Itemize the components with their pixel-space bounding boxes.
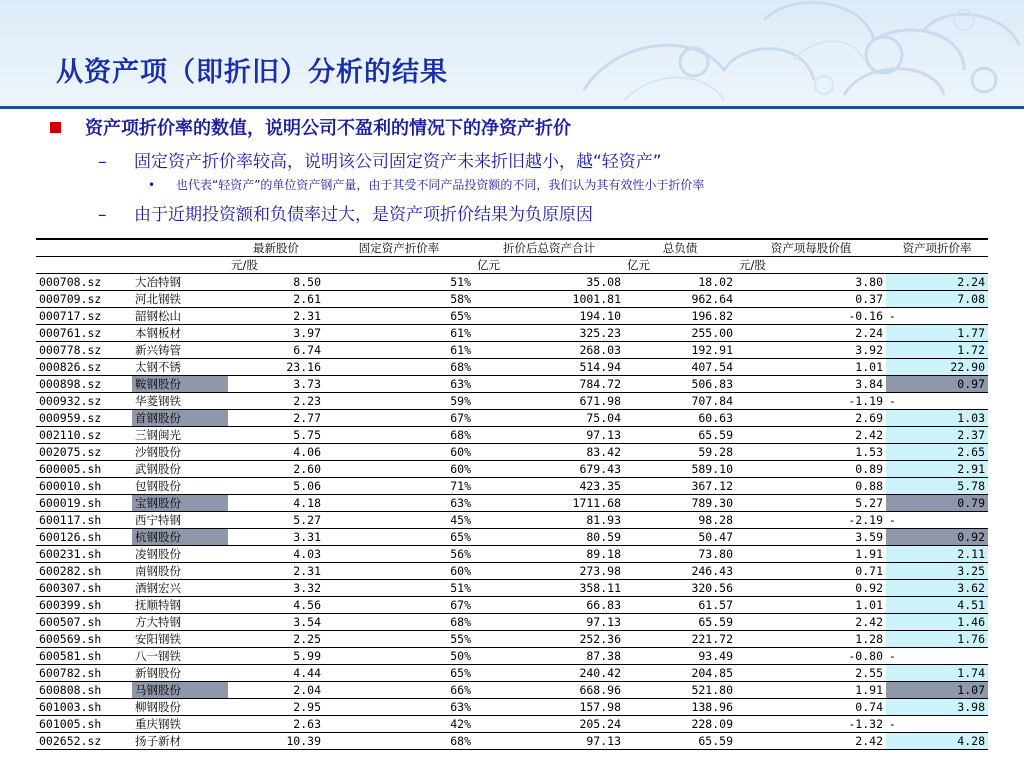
- fixed-asset-rate-cell: 68%: [324, 359, 474, 376]
- table-row: [36, 444, 988, 461]
- per-share-value-cell: -0.80: [736, 648, 886, 665]
- slide-header: [0, 0, 1024, 106]
- unit-empty: [886, 257, 988, 274]
- per-share-value-cell: 2.69: [736, 410, 886, 427]
- per-share-value-cell: 3.59: [736, 529, 886, 546]
- price-cell: 4.44: [228, 665, 324, 682]
- price-cell: 5.27: [228, 512, 324, 529]
- per-share-value-cell: -0.16: [736, 308, 886, 325]
- per-share-value-cell: 0.71: [736, 563, 886, 580]
- stock-name-cell: 华菱钢铁: [132, 393, 228, 410]
- total-debt-cell: 707.84: [624, 393, 736, 410]
- stock-code-cell: 000717.sz: [36, 308, 132, 325]
- stock-name-cell: 太钢不锈: [132, 359, 228, 376]
- asset-discount-rate-cell: 3.25: [886, 563, 988, 580]
- total-debt-cell: 60.63: [624, 410, 736, 427]
- asset-discount-rate-cell: 2.37: [886, 427, 988, 444]
- bullet-sub-2: [98, 200, 593, 225]
- fixed-asset-rate-cell: 63%: [324, 699, 474, 716]
- stock-code-cell: 600005.sh: [36, 461, 132, 478]
- per-share-value-cell: 0.89: [736, 461, 886, 478]
- table-row: [36, 393, 988, 410]
- fixed-asset-rate-cell: 68%: [324, 427, 474, 444]
- total-debt-cell: 506.83: [624, 376, 736, 393]
- bullet-sub-2-text: 由于近期投资额和负债率过大，是资产项折价结果为负原原因: [134, 205, 593, 225]
- per-share-value-cell: -1.19: [736, 393, 886, 410]
- table-row: [36, 461, 988, 478]
- price-cell: 2.95: [228, 699, 324, 716]
- stock-code-cell: 600010.sh: [36, 478, 132, 495]
- fixed-asset-rate-cell: 55%: [324, 631, 474, 648]
- table-row: [36, 291, 988, 308]
- unit-price: 元/股: [228, 257, 324, 274]
- total-assets-cell: 423.35: [474, 478, 624, 495]
- asset-discount-rate-cell: 5.78: [886, 478, 988, 495]
- total-debt-cell: 65.59: [624, 614, 736, 631]
- per-share-value-cell: 1.01: [736, 597, 886, 614]
- stock-code-cell: 000932.sz: [36, 393, 132, 410]
- valuation-table: [36, 238, 988, 750]
- page-title: 从资产项（即折旧）分析的结果: [56, 57, 448, 88]
- table-row: [36, 274, 988, 291]
- total-assets-cell: 671.98: [474, 393, 624, 410]
- price-cell: 5.75: [228, 427, 324, 444]
- total-assets-cell: 273.98: [474, 563, 624, 580]
- price-cell: 2.31: [228, 308, 324, 325]
- asset-discount-rate-cell: 2.11: [886, 546, 988, 563]
- total-debt-cell: 521.80: [624, 682, 736, 699]
- table-body: [36, 274, 988, 750]
- per-share-value-cell: -1.32: [736, 716, 886, 733]
- fixed-asset-rate-cell: 60%: [324, 444, 474, 461]
- unit-per-share: 元/股: [736, 257, 886, 274]
- asset-discount-rate-cell: 2.65: [886, 444, 988, 461]
- per-share-value-cell: 1.53: [736, 444, 886, 461]
- asset-discount-rate-cell: 1.74: [886, 665, 988, 682]
- total-assets-cell: 87.38: [474, 648, 624, 665]
- table-row: [36, 716, 988, 733]
- header-price: 最新股价: [228, 239, 324, 257]
- total-assets-cell: 97.13: [474, 733, 624, 750]
- total-debt-cell: 50.47: [624, 529, 736, 546]
- stock-name-cell: 杭钢股份: [132, 529, 228, 546]
- dot-bullet-icon: •: [148, 178, 156, 192]
- total-assets-cell: 97.13: [474, 427, 624, 444]
- total-debt-cell: 192.91: [624, 342, 736, 359]
- stock-code-cell: 601003.sh: [36, 699, 132, 716]
- price-cell: 5.06: [228, 478, 324, 495]
- stock-name-cell: 韶钢松山: [132, 308, 228, 325]
- table-row: [36, 325, 988, 342]
- total-assets-cell: 157.98: [474, 699, 624, 716]
- total-debt-cell: 59.28: [624, 444, 736, 461]
- table-row: [36, 359, 988, 376]
- per-share-value-cell: 2.55: [736, 665, 886, 682]
- total-debt-cell: 73.80: [624, 546, 736, 563]
- total-assets-cell: 358.11: [474, 580, 624, 597]
- stock-code-cell: 000959.sz: [36, 410, 132, 427]
- stock-name-cell: 酒钢宏兴: [132, 580, 228, 597]
- asset-discount-rate-cell: 4.28: [886, 733, 988, 750]
- table-row: [36, 614, 988, 631]
- unit-debt: 亿元: [624, 257, 736, 274]
- header-total-assets: 折价后总资产合计: [474, 239, 624, 257]
- fixed-asset-rate-cell: 61%: [324, 325, 474, 342]
- fixed-asset-rate-cell: 67%: [324, 597, 474, 614]
- header-divider: [0, 106, 1024, 109]
- price-cell: 4.06: [228, 444, 324, 461]
- price-cell: 3.97: [228, 325, 324, 342]
- stock-code-cell: 601005.sh: [36, 716, 132, 733]
- asset-discount-rate-cell: -: [886, 716, 988, 733]
- stock-name-cell: 抚顺特钢: [132, 597, 228, 614]
- price-cell: 4.18: [228, 495, 324, 512]
- square-bullet-icon: [50, 122, 61, 133]
- fixed-asset-rate-cell: 66%: [324, 682, 474, 699]
- bullet-main-text: 资产项折价率的数值，说明公司不盈利的情况下的净资产折价: [85, 118, 571, 139]
- asset-discount-rate-cell: 0.92: [886, 529, 988, 546]
- price-cell: 2.23: [228, 393, 324, 410]
- table-row: [36, 410, 988, 427]
- total-assets-cell: 268.03: [474, 342, 624, 359]
- asset-discount-rate-cell: 4.51: [886, 597, 988, 614]
- total-debt-cell: 228.09: [624, 716, 736, 733]
- per-share-value-cell: 1.91: [736, 546, 886, 563]
- total-debt-cell: 98.28: [624, 512, 736, 529]
- per-share-value-cell: 3.80: [736, 274, 886, 291]
- asset-discount-rate-cell: 1.03: [886, 410, 988, 427]
- stock-name-cell: 大冶特钢: [132, 274, 228, 291]
- table-row: [36, 648, 988, 665]
- total-assets-cell: 194.10: [474, 308, 624, 325]
- price-cell: 2.60: [228, 461, 324, 478]
- table-row: [36, 308, 988, 325]
- stock-name-cell: 本钢板材: [132, 325, 228, 342]
- fixed-asset-rate-cell: 68%: [324, 733, 474, 750]
- fixed-asset-rate-cell: 50%: [324, 648, 474, 665]
- price-cell: 4.03: [228, 546, 324, 563]
- asset-discount-rate-cell: -: [886, 393, 988, 410]
- table-row: [36, 376, 988, 393]
- total-debt-cell: 93.49: [624, 648, 736, 665]
- total-assets-cell: 240.42: [474, 665, 624, 682]
- dash-bullet-icon: –: [98, 152, 107, 172]
- total-assets-cell: 1001.81: [474, 291, 624, 308]
- total-debt-cell: 255.00: [624, 325, 736, 342]
- stock-code-cell: 600569.sh: [36, 631, 132, 648]
- asset-discount-rate-cell: -: [886, 308, 988, 325]
- price-cell: 23.16: [228, 359, 324, 376]
- stock-name-cell: 包钢股份: [132, 478, 228, 495]
- price-cell: 10.39: [228, 733, 324, 750]
- table-row: [36, 427, 988, 444]
- stock-name-cell: 西宁特钢: [132, 512, 228, 529]
- asset-discount-rate-cell: 3.62: [886, 580, 988, 597]
- price-cell: 2.25: [228, 631, 324, 648]
- table-row: [36, 733, 988, 750]
- fixed-asset-rate-cell: 60%: [324, 461, 474, 478]
- stock-name-cell: 新钢股份: [132, 665, 228, 682]
- per-share-value-cell: -2.19: [736, 512, 886, 529]
- table-row: [36, 597, 988, 614]
- fixed-asset-rate-cell: 51%: [324, 274, 474, 291]
- fixed-asset-rate-cell: 65%: [324, 308, 474, 325]
- stock-name-cell: 武钢股份: [132, 461, 228, 478]
- stock-code-cell: 000709.sz: [36, 291, 132, 308]
- stock-name-cell: 扬子新材: [132, 733, 228, 750]
- total-debt-cell: 18.02: [624, 274, 736, 291]
- table-row: [36, 529, 988, 546]
- total-assets-cell: 514.94: [474, 359, 624, 376]
- total-assets-cell: 325.23: [474, 325, 624, 342]
- table-row: [36, 699, 988, 716]
- total-assets-cell: 97.13: [474, 614, 624, 631]
- table-row: [36, 682, 988, 699]
- total-assets-cell: 668.96: [474, 682, 624, 699]
- asset-discount-rate-cell: 1.76: [886, 631, 988, 648]
- bullet-sub-1: [98, 147, 662, 172]
- bullet-sub-1-text: 固定资产折价率较高，说明该公司固定资产未来折旧越小，越“轻资产”: [134, 152, 662, 172]
- fixed-asset-rate-cell: 63%: [324, 376, 474, 393]
- stock-name-cell: 重庆钢铁: [132, 716, 228, 733]
- fixed-asset-rate-cell: 61%: [324, 342, 474, 359]
- total-debt-cell: 138.96: [624, 699, 736, 716]
- table-row: [36, 495, 988, 512]
- unit-empty: [36, 257, 132, 274]
- table-row: [36, 478, 988, 495]
- price-cell: 2.63: [228, 716, 324, 733]
- stock-code-cell: 000898.sz: [36, 376, 132, 393]
- per-share-value-cell: 0.92: [736, 580, 886, 597]
- total-assets-cell: 1711.68: [474, 495, 624, 512]
- per-share-value-cell: 3.92: [736, 342, 886, 359]
- total-debt-cell: 407.54: [624, 359, 736, 376]
- fixed-asset-rate-cell: 68%: [324, 614, 474, 631]
- asset-discount-rate-cell: 2.91: [886, 461, 988, 478]
- stock-code-cell: 600808.sh: [36, 682, 132, 699]
- total-debt-cell: 221.72: [624, 631, 736, 648]
- total-debt-cell: 789.30: [624, 495, 736, 512]
- price-cell: 2.31: [228, 563, 324, 580]
- per-share-value-cell: 2.24: [736, 325, 886, 342]
- stock-name-cell: 南钢股份: [132, 563, 228, 580]
- stock-code-cell: 002075.sz: [36, 444, 132, 461]
- price-cell: 5.99: [228, 648, 324, 665]
- total-assets-cell: 35.08: [474, 274, 624, 291]
- price-cell: 4.56: [228, 597, 324, 614]
- total-assets-cell: 679.43: [474, 461, 624, 478]
- fixed-asset-rate-cell: 58%: [324, 291, 474, 308]
- total-assets-cell: 66.83: [474, 597, 624, 614]
- bullet-main: [50, 114, 571, 140]
- asset-discount-rate-cell: 7.08: [886, 291, 988, 308]
- stock-code-cell: 600581.sh: [36, 648, 132, 665]
- per-share-value-cell: 0.74: [736, 699, 886, 716]
- header-asset-discount-rate: 资产项折价率: [886, 239, 988, 257]
- total-assets-cell: 80.59: [474, 529, 624, 546]
- stock-code-cell: 600019.sh: [36, 495, 132, 512]
- asset-discount-rate-cell: 3.98: [886, 699, 988, 716]
- stock-name-cell: 柳钢股份: [132, 699, 228, 716]
- per-share-value-cell: 2.42: [736, 614, 886, 631]
- table-row: [36, 546, 988, 563]
- per-share-value-cell: 0.37: [736, 291, 886, 308]
- fixed-asset-rate-cell: 71%: [324, 478, 474, 495]
- asset-discount-rate-cell: -: [886, 512, 988, 529]
- stock-name-cell: 三钢闽光: [132, 427, 228, 444]
- total-assets-cell: 205.24: [474, 716, 624, 733]
- stock-code-cell: 600126.sh: [36, 529, 132, 546]
- per-share-value-cell: 1.28: [736, 631, 886, 648]
- total-debt-cell: 65.59: [624, 733, 736, 750]
- total-debt-cell: 589.10: [624, 461, 736, 478]
- asset-discount-rate-cell: 1.46: [886, 614, 988, 631]
- fixed-asset-rate-cell: 51%: [324, 580, 474, 597]
- fixed-asset-rate-cell: 59%: [324, 393, 474, 410]
- per-share-value-cell: 2.42: [736, 733, 886, 750]
- per-share-value-cell: 3.84: [736, 376, 886, 393]
- stock-name-cell: 鞍钢股份: [132, 376, 228, 393]
- total-debt-cell: 61.57: [624, 597, 736, 614]
- fixed-asset-rate-cell: 56%: [324, 546, 474, 563]
- per-share-value-cell: 1.91: [736, 682, 886, 699]
- asset-discount-rate-cell: -: [886, 648, 988, 665]
- per-share-value-cell: 1.01: [736, 359, 886, 376]
- stock-name-cell: 河北钢铁: [132, 291, 228, 308]
- stock-code-cell: 002652.sz: [36, 733, 132, 750]
- price-cell: 3.54: [228, 614, 324, 631]
- table-row: [36, 342, 988, 359]
- stock-name-cell: 沙钢股份: [132, 444, 228, 461]
- total-assets-cell: 252.36: [474, 631, 624, 648]
- total-debt-cell: 196.82: [624, 308, 736, 325]
- asset-discount-rate-cell: 1.77: [886, 325, 988, 342]
- stock-code-cell: 002110.sz: [36, 427, 132, 444]
- header-per-share-value: 资产项每股价值: [736, 239, 886, 257]
- price-cell: 3.32: [228, 580, 324, 597]
- table-row: [36, 580, 988, 597]
- per-share-value-cell: 0.88: [736, 478, 886, 495]
- stock-code-cell: 000761.sz: [36, 325, 132, 342]
- stock-name-cell: 方大特钢: [132, 614, 228, 631]
- unit-empty: [132, 257, 228, 274]
- total-debt-cell: 962.64: [624, 291, 736, 308]
- asset-discount-rate-cell: 0.79: [886, 495, 988, 512]
- total-assets-cell: 784.72: [474, 376, 624, 393]
- total-debt-cell: 204.85: [624, 665, 736, 682]
- header-total-debt: 总负债: [624, 239, 736, 257]
- price-cell: 2.04: [228, 682, 324, 699]
- stock-name-cell: 马钢股份: [132, 682, 228, 699]
- price-cell: 8.50: [228, 274, 324, 291]
- fixed-asset-rate-cell: 60%: [324, 563, 474, 580]
- fixed-asset-rate-cell: 65%: [324, 529, 474, 546]
- price-cell: 6.74: [228, 342, 324, 359]
- fixed-asset-rate-cell: 42%: [324, 716, 474, 733]
- cloud-pattern-icon: [464, 0, 1024, 106]
- total-assets-cell: 83.42: [474, 444, 624, 461]
- stock-code-cell: 600307.sh: [36, 580, 132, 597]
- fixed-asset-rate-cell: 45%: [324, 512, 474, 529]
- asset-discount-rate-cell: 2.24: [886, 274, 988, 291]
- fixed-asset-rate-cell: 67%: [324, 410, 474, 427]
- stock-code-cell: 600282.sh: [36, 563, 132, 580]
- per-share-value-cell: 2.42: [736, 427, 886, 444]
- stock-code-cell: 000778.sz: [36, 342, 132, 359]
- stock-code-cell: 000708.sz: [36, 274, 132, 291]
- stock-code-cell: 600507.sh: [36, 614, 132, 631]
- dash-bullet-icon: –: [98, 205, 107, 225]
- stock-code-cell: 600782.sh: [36, 665, 132, 682]
- asset-discount-rate-cell: 1.72: [886, 342, 988, 359]
- table-row: [36, 512, 988, 529]
- per-share-value-cell: 5.27: [736, 495, 886, 512]
- total-debt-cell: 65.59: [624, 427, 736, 444]
- header-code: [36, 239, 132, 257]
- header-fixed-asset-rate: 固定资产折价率: [324, 239, 474, 257]
- total-debt-cell: 320.56: [624, 580, 736, 597]
- stock-code-cell: 600231.sh: [36, 546, 132, 563]
- price-cell: 2.61: [228, 291, 324, 308]
- price-cell: 3.31: [228, 529, 324, 546]
- unit-empty: [324, 257, 474, 274]
- table-row: [36, 631, 988, 648]
- stock-name-cell: 新兴铸管: [132, 342, 228, 359]
- table-row: [36, 665, 988, 682]
- header-name: [132, 239, 228, 257]
- fixed-asset-rate-cell: 65%: [324, 665, 474, 682]
- total-debt-cell: 367.12: [624, 478, 736, 495]
- stock-code-cell: 000826.sz: [36, 359, 132, 376]
- asset-discount-rate-cell: 1.07: [886, 682, 988, 699]
- total-debt-cell: 246.43: [624, 563, 736, 580]
- asset-discount-rate-cell: 22.90: [886, 359, 988, 376]
- table-row: [36, 563, 988, 580]
- stock-name-cell: 八一钢铁: [132, 648, 228, 665]
- stock-code-cell: 600399.sh: [36, 597, 132, 614]
- stock-name-cell: 首钢股份: [132, 410, 228, 427]
- asset-discount-rate-cell: 0.97: [886, 376, 988, 393]
- price-cell: 3.73: [228, 376, 324, 393]
- total-assets-cell: 75.04: [474, 410, 624, 427]
- stock-name-cell: 安阳钢铁: [132, 631, 228, 648]
- bullet-sub-1-detail-text: 也代表“轻资产”的单位资产钢产量，由于其受不同产品投资额的不同，我们认为其有效性小于折价率: [176, 178, 705, 192]
- stock-name-cell: 宝钢股份: [132, 495, 228, 512]
- bullet-sub-1-detail: [148, 176, 704, 193]
- unit-assets: 亿元: [474, 257, 624, 274]
- total-assets-cell: 89.18: [474, 546, 624, 563]
- total-assets-cell: 81.93: [474, 512, 624, 529]
- price-cell: 2.77: [228, 410, 324, 427]
- stock-name-cell: 凌钢股份: [132, 546, 228, 563]
- fixed-asset-rate-cell: 63%: [324, 495, 474, 512]
- stock-code-cell: 600117.sh: [36, 512, 132, 529]
